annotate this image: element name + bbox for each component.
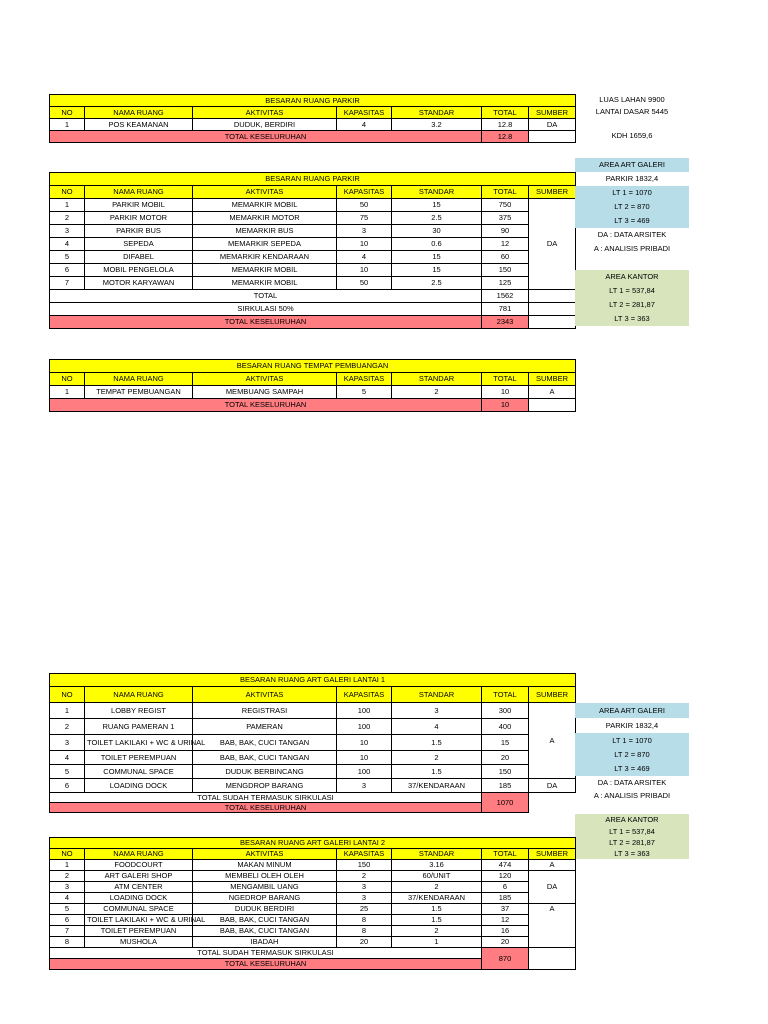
cell-aktivitas: BAB, BAK, CUCI TANGAN — [193, 751, 337, 765]
empty-cell — [529, 316, 576, 329]
cell-nama: FOODCOURT — [85, 860, 193, 871]
cell-total: 90 — [482, 225, 529, 238]
cell-no: 3 — [50, 735, 85, 751]
legend-a: A : ANALISIS PRIBADI — [593, 790, 671, 800]
cell-aktivitas: BAB, BAK, CUCI TANGAN — [193, 915, 337, 926]
cell-total: 300 — [482, 703, 529, 719]
cell-nama: LOBBY REGIST — [85, 703, 193, 719]
cell-sumber: A — [529, 860, 576, 871]
cell-nama: TOILET LAKILAKI + WC & URINAL — [85, 915, 193, 926]
cell-aktivitas: MEMARKIR SEPEDA — [193, 238, 337, 251]
cell-total: 60 — [482, 251, 529, 264]
grand-total-value: 2343 — [482, 316, 529, 329]
table-row — [50, 212, 576, 225]
galeri-lt1: LT 1 = 1070 — [575, 733, 689, 748]
grand-total-label: TOTAL KESELURUHAN — [50, 316, 482, 329]
col-header: STANDAR — [392, 373, 482, 386]
cell-no: 6 — [50, 915, 85, 926]
cell-standar: 15 — [392, 199, 482, 212]
cell-standar: 37/KENDARAAN — [392, 893, 482, 904]
cell-standar: 1.5 — [392, 915, 482, 926]
cell-aktivitas: MEMARKIR MOBIL — [193, 264, 337, 277]
cell-total: 16 — [482, 926, 529, 937]
table-title: BESARAN RUANG PARKIR — [50, 95, 576, 107]
cell-nama: PARKIR BUS — [85, 225, 193, 238]
empty-cell — [529, 793, 576, 813]
table-row — [50, 225, 576, 238]
kantor-lt2: LT 2 = 281,87 — [575, 298, 689, 312]
side-summary-top — [575, 158, 689, 326]
cell-aktivitas: DUDUK BERBINCANG — [193, 765, 337, 779]
cell-kapasitas: 50 — [337, 277, 392, 290]
cell-kapasitas: 150 — [337, 860, 392, 871]
cell-no: 5 — [50, 904, 85, 915]
table-row — [50, 719, 576, 735]
cell-kapasitas: 3 — [337, 779, 392, 793]
cell-total: 375 — [482, 212, 529, 225]
table-row — [50, 882, 576, 893]
cell-kapasitas: 75 — [337, 212, 392, 225]
cell-standar: 15 — [392, 264, 482, 277]
cell-standar: 2 — [392, 882, 482, 893]
kantor-lt1: LT 1 = 537,84 — [575, 284, 689, 298]
cell-kapasitas: 3 — [337, 225, 392, 238]
kantor-lt3: LT 3 = 363 — [575, 312, 689, 326]
col-header: NO — [50, 186, 85, 199]
table-row — [50, 893, 576, 904]
col-header: TOTAL — [482, 186, 529, 199]
cell-total: 15 — [482, 735, 529, 751]
cell-no: 1 — [50, 119, 85, 131]
cell-aktivitas: NGEDROP BARANG — [193, 893, 337, 904]
cell-nama: MOBIL PENGELOLA — [85, 264, 193, 277]
col-header: AKTIVITAS — [193, 107, 337, 119]
cell-aktivitas: BAB, BAK, CUCI TANGAN — [193, 926, 337, 937]
total-value: 1562 — [482, 290, 529, 303]
cell-kapasitas: 8 — [337, 926, 392, 937]
cell-standar: 60/UNIT — [392, 871, 482, 882]
table-title: BESARAN RUANG ART GALERI LANTAI 2 — [50, 838, 576, 849]
col-header: NO — [50, 849, 85, 860]
col-header: AKTIVITAS — [193, 687, 337, 703]
table-row — [50, 703, 576, 719]
cell-kapasitas: 3 — [337, 893, 392, 904]
col-header: SUMBER — [529, 107, 576, 119]
col-header: NO — [50, 107, 85, 119]
cell-kapasitas: 10 — [337, 735, 392, 751]
cell-kapasitas: 50 — [337, 199, 392, 212]
sirkulasi-label: SIRKULASI 50% — [50, 303, 482, 316]
cell-nama: MUSHOLA — [85, 937, 193, 948]
cell-nama: DIFABEL — [85, 251, 193, 264]
cell-standar: 2 — [392, 751, 482, 765]
cell-no: 1 — [50, 860, 85, 871]
cell-sumber: A — [529, 386, 576, 399]
kantor-lt3: LT 3 = 363 — [575, 848, 689, 859]
cell-no: 4 — [50, 751, 85, 765]
cell-kapasitas: 2 — [337, 871, 392, 882]
cell-standar: 1.5 — [392, 904, 482, 915]
cell-no: 5 — [50, 251, 85, 264]
legend-da: DA : DATA ARSITEK — [597, 777, 667, 787]
table-row — [50, 765, 576, 779]
table-parkir-pos — [49, 94, 576, 143]
empty-cell — [529, 131, 576, 143]
table-row — [50, 199, 576, 212]
cell-no: 1 — [50, 199, 85, 212]
col-header: TOTAL — [482, 373, 529, 386]
col-header: TOTAL — [482, 107, 529, 119]
cell-standar: 1.5 — [392, 765, 482, 779]
cell-total: 12 — [482, 915, 529, 926]
total-value: 10 — [482, 399, 529, 412]
cell-kapasitas: 100 — [337, 765, 392, 779]
col-header: STANDAR — [392, 186, 482, 199]
cell-kapasitas: 10 — [337, 238, 392, 251]
table-galeri-lantai2 — [49, 837, 576, 970]
kantor-lt1: LT 1 = 537,84 — [575, 826, 689, 837]
table-row — [50, 926, 576, 937]
total-label: TOTAL — [50, 290, 482, 303]
col-header: NAMA RUANG — [85, 687, 193, 703]
cell-aktivitas: MEMARKIR KENDARAAN — [193, 251, 337, 264]
table-galeri-lantai1 — [49, 673, 576, 813]
sirkulasi-label: TOTAL SUDAH TERMASUK SIRKULASI — [50, 948, 482, 959]
cell-standar: 2.5 — [392, 212, 482, 225]
cell-standar: 15 — [392, 251, 482, 264]
table-row — [50, 904, 576, 915]
area-kantor-title: AREA KANTOR — [575, 270, 689, 284]
kdh: KDH 1659,6 — [611, 131, 653, 141]
cell-total: 20 — [482, 937, 529, 948]
col-header: NO — [50, 687, 85, 703]
table-row — [50, 251, 576, 264]
cell-no: 4 — [50, 893, 85, 904]
cell-aktivitas: DUDUK, BERDIRI — [193, 119, 337, 131]
cell-nama: PARKIR MOBIL — [85, 199, 193, 212]
table-row — [50, 277, 576, 290]
cell-standar: 1.5 — [392, 735, 482, 751]
cell-sumber: DA — [529, 199, 576, 290]
cell-kapasitas: 10 — [337, 751, 392, 765]
cell-no: 2 — [50, 719, 85, 735]
col-header: TOTAL — [482, 849, 529, 860]
cell-aktivitas: MENGDROP BARANG — [193, 779, 337, 793]
cell-total: 185 — [482, 893, 529, 904]
cell-sumber: A — [529, 904, 576, 948]
cell-nama: POS KEAMANAN — [85, 119, 193, 131]
cell-standar: 2 — [392, 926, 482, 937]
galeri-lt3: LT 3 = 469 — [575, 214, 689, 228]
cell-total: 185 — [482, 779, 529, 793]
empty-cell — [529, 303, 576, 316]
area-galeri-title: AREA ART GALERI — [575, 158, 689, 172]
grand-total-label: TOTAL KESELURUHAN — [50, 803, 482, 813]
col-header: AKTIVITAS — [193, 849, 337, 860]
empty-cell — [529, 948, 576, 970]
cell-total: 120 — [482, 871, 529, 882]
cell-nama: ATM CENTER — [85, 882, 193, 893]
cell-nama: TOILET LAKILAKI + WC & URINAL — [85, 735, 193, 751]
legend-da: DA : DATA ARSITEK — [597, 230, 667, 240]
cell-kapasitas: 5 — [337, 386, 392, 399]
grand-total-value: 870 — [482, 948, 529, 970]
cell-no: 1 — [50, 386, 85, 399]
total-label: TOTAL KESELURUHAN — [50, 399, 482, 412]
cell-no: 6 — [50, 264, 85, 277]
grand-total-value: 1070 — [482, 793, 529, 813]
cell-aktivitas: MEMARKIR MOTOR — [193, 212, 337, 225]
cell-no: 3 — [50, 225, 85, 238]
cell-aktivitas: BAB, BAK, CUCI TANGAN — [193, 735, 337, 751]
cell-no: 7 — [50, 926, 85, 937]
col-header: STANDAR — [392, 687, 482, 703]
table-row — [50, 751, 576, 765]
cell-aktivitas: DUDUK BERDIRI — [193, 904, 337, 915]
col-header: NAMA RUANG — [85, 373, 193, 386]
cell-no: 6 — [50, 779, 85, 793]
area-kantor-title: AREA KANTOR — [575, 814, 689, 826]
cell-nama: COMMUNAL SPACE — [85, 904, 193, 915]
cell-standar: 3.2 — [392, 119, 482, 131]
cell-no: 4 — [50, 238, 85, 251]
cell-total: 12 — [482, 238, 529, 251]
col-header: KAPASITAS — [337, 186, 392, 199]
cell-nama: TOILET PEREMPUAN — [85, 751, 193, 765]
table-parkir — [49, 172, 576, 329]
cell-no: 3 — [50, 882, 85, 893]
cell-standar: 30 — [392, 225, 482, 238]
legend-a: A : ANALISIS PRIBADI — [593, 244, 671, 254]
cell-total: 750 — [482, 199, 529, 212]
cell-standar: 2.5 — [392, 277, 482, 290]
cell-nama: TEMPAT PEMBUANGAN — [85, 386, 193, 399]
table-row — [50, 915, 576, 926]
lantai-dasar: LANTAI DASAR 5445 — [595, 107, 669, 117]
cell-kapasitas: 100 — [337, 703, 392, 719]
cell-nama: ART GALERI SHOP — [85, 871, 193, 882]
table-title: BESARAN RUANG ART GALERI LANTAI 1 — [50, 674, 576, 687]
empty-cell — [529, 290, 576, 303]
table-row — [50, 238, 576, 251]
cell-nama: MOTOR KARYAWAN — [85, 277, 193, 290]
cell-standar: 37/KENDARAAN — [392, 779, 482, 793]
table-row — [50, 937, 576, 948]
cell-kapasitas: 10 — [337, 264, 392, 277]
cell-kapasitas: 3 — [337, 882, 392, 893]
luas-lahan: LUAS LAHAN 9900 — [599, 95, 665, 105]
cell-nama: RUANG PAMERAN 1 — [85, 719, 193, 735]
col-header: SUMBER — [529, 849, 576, 860]
table-pembuangan — [49, 359, 576, 412]
parkir-area: PARKIR 1832,4 — [605, 720, 659, 730]
col-header: KAPASITAS — [337, 849, 392, 860]
info-lahan — [575, 94, 689, 142]
table-row — [50, 860, 576, 871]
cell-aktivitas: MAKAN MINUM — [193, 860, 337, 871]
cell-total: 400 — [482, 719, 529, 735]
cell-total: 6 — [482, 882, 529, 893]
cell-aktivitas: MENGAMBIL UANG — [193, 882, 337, 893]
cell-total: 20 — [482, 751, 529, 765]
cell-aktivitas: MEMARKIR BUS — [193, 225, 337, 238]
col-header: KAPASITAS — [337, 687, 392, 703]
cell-total: 474 — [482, 860, 529, 871]
galeri-lt1: LT 1 = 1070 — [575, 186, 689, 200]
table-title: BESARAN RUANG TEMPAT PEMBUANGAN — [50, 360, 576, 373]
col-header: NAMA RUANG — [85, 107, 193, 119]
cell-total: 12.8 — [482, 119, 529, 131]
cell-nama: COMMUNAL SPACE — [85, 765, 193, 779]
cell-no: 7 — [50, 277, 85, 290]
cell-aktivitas: MEMBUANG SAMPAH — [193, 386, 337, 399]
cell-aktivitas: REGISTRASI — [193, 703, 337, 719]
cell-kapasitas: 4 — [337, 251, 392, 264]
galeri-lt2: LT 2 = 870 — [575, 748, 689, 762]
col-header: KAPASITAS — [337, 373, 392, 386]
col-header: STANDAR — [392, 107, 482, 119]
cell-standar: 1 — [392, 937, 482, 948]
cell-kapasitas: 4 — [337, 119, 392, 131]
cell-nama: SEPEDA — [85, 238, 193, 251]
col-header: SUMBER — [529, 687, 576, 703]
col-header: SUMBER — [529, 186, 576, 199]
cell-total: 150 — [482, 765, 529, 779]
cell-standar: 3.16 — [392, 860, 482, 871]
cell-kapasitas: 8 — [337, 915, 392, 926]
table-row — [50, 735, 576, 751]
side-summary-mid — [575, 703, 689, 859]
cell-aktivitas: MEMARKIR MOBIL — [193, 277, 337, 290]
cell-no: 2 — [50, 871, 85, 882]
total-label: TOTAL KESELURUHAN — [50, 131, 482, 143]
sirkulasi-value: 781 — [482, 303, 529, 316]
cell-aktivitas: MEMBELI OLEH OLEH — [193, 871, 337, 882]
table-row — [50, 386, 576, 399]
galeri-lt3: LT 3 = 469 — [575, 762, 689, 776]
cell-total: 37 — [482, 904, 529, 915]
col-header: TOTAL — [482, 687, 529, 703]
cell-nama: PARKIR MOTOR — [85, 212, 193, 225]
cell-no: 5 — [50, 765, 85, 779]
cell-kapasitas: 25 — [337, 904, 392, 915]
cell-standar: 0.6 — [392, 238, 482, 251]
cell-nama: LOADING DOCK — [85, 779, 193, 793]
cell-sumber: DA — [529, 871, 576, 904]
table-row — [50, 871, 576, 882]
col-header: KAPASITAS — [337, 107, 392, 119]
table-row — [50, 119, 576, 131]
cell-aktivitas: PAMERAN — [193, 719, 337, 735]
cell-kapasitas: 20 — [337, 937, 392, 948]
grand-total-label: TOTAL KESELURUHAN — [50, 959, 482, 970]
table-row — [50, 264, 576, 277]
cell-aktivitas: MEMARKIR MOBIL — [193, 199, 337, 212]
empty-cell — [529, 399, 576, 412]
col-header: NAMA RUANG — [85, 186, 193, 199]
parkir-area: PARKIR 1832,4 — [605, 174, 659, 184]
col-header: STANDAR — [392, 849, 482, 860]
cell-total: 10 — [482, 386, 529, 399]
table-title: BESARAN RUANG PARKIR — [50, 173, 576, 186]
cell-no: 8 — [50, 937, 85, 948]
cell-no: 2 — [50, 212, 85, 225]
cell-standar: 2 — [392, 386, 482, 399]
cell-total: 150 — [482, 264, 529, 277]
kantor-lt2: LT 2 = 281,87 — [575, 837, 689, 848]
area-galeri-title: AREA ART GALERI — [575, 703, 689, 718]
col-header: NAMA RUANG — [85, 849, 193, 860]
col-header: AKTIVITAS — [193, 186, 337, 199]
table-row — [50, 779, 576, 793]
cell-nama: TOILET PEREMPUAN — [85, 926, 193, 937]
col-header: AKTIVITAS — [193, 373, 337, 386]
col-header: SUMBER — [529, 373, 576, 386]
total-value: 12.8 — [482, 131, 529, 143]
cell-nama: LOADING DOCK — [85, 893, 193, 904]
galeri-lt2: LT 2 = 870 — [575, 200, 689, 214]
sirkulasi-label: TOTAL SUDAH TERMASUK SIRKULASI — [50, 793, 482, 803]
cell-standar: 4 — [392, 719, 482, 735]
cell-sumber: DA — [529, 779, 576, 793]
col-header: NO — [50, 373, 85, 386]
cell-kapasitas: 100 — [337, 719, 392, 735]
cell-standar: 3 — [392, 703, 482, 719]
cell-sumber: DA — [529, 119, 576, 131]
cell-total: 125 — [482, 277, 529, 290]
cell-no: 1 — [50, 703, 85, 719]
cell-sumber: A — [529, 703, 576, 779]
cell-aktivitas: IBADAH — [193, 937, 337, 948]
